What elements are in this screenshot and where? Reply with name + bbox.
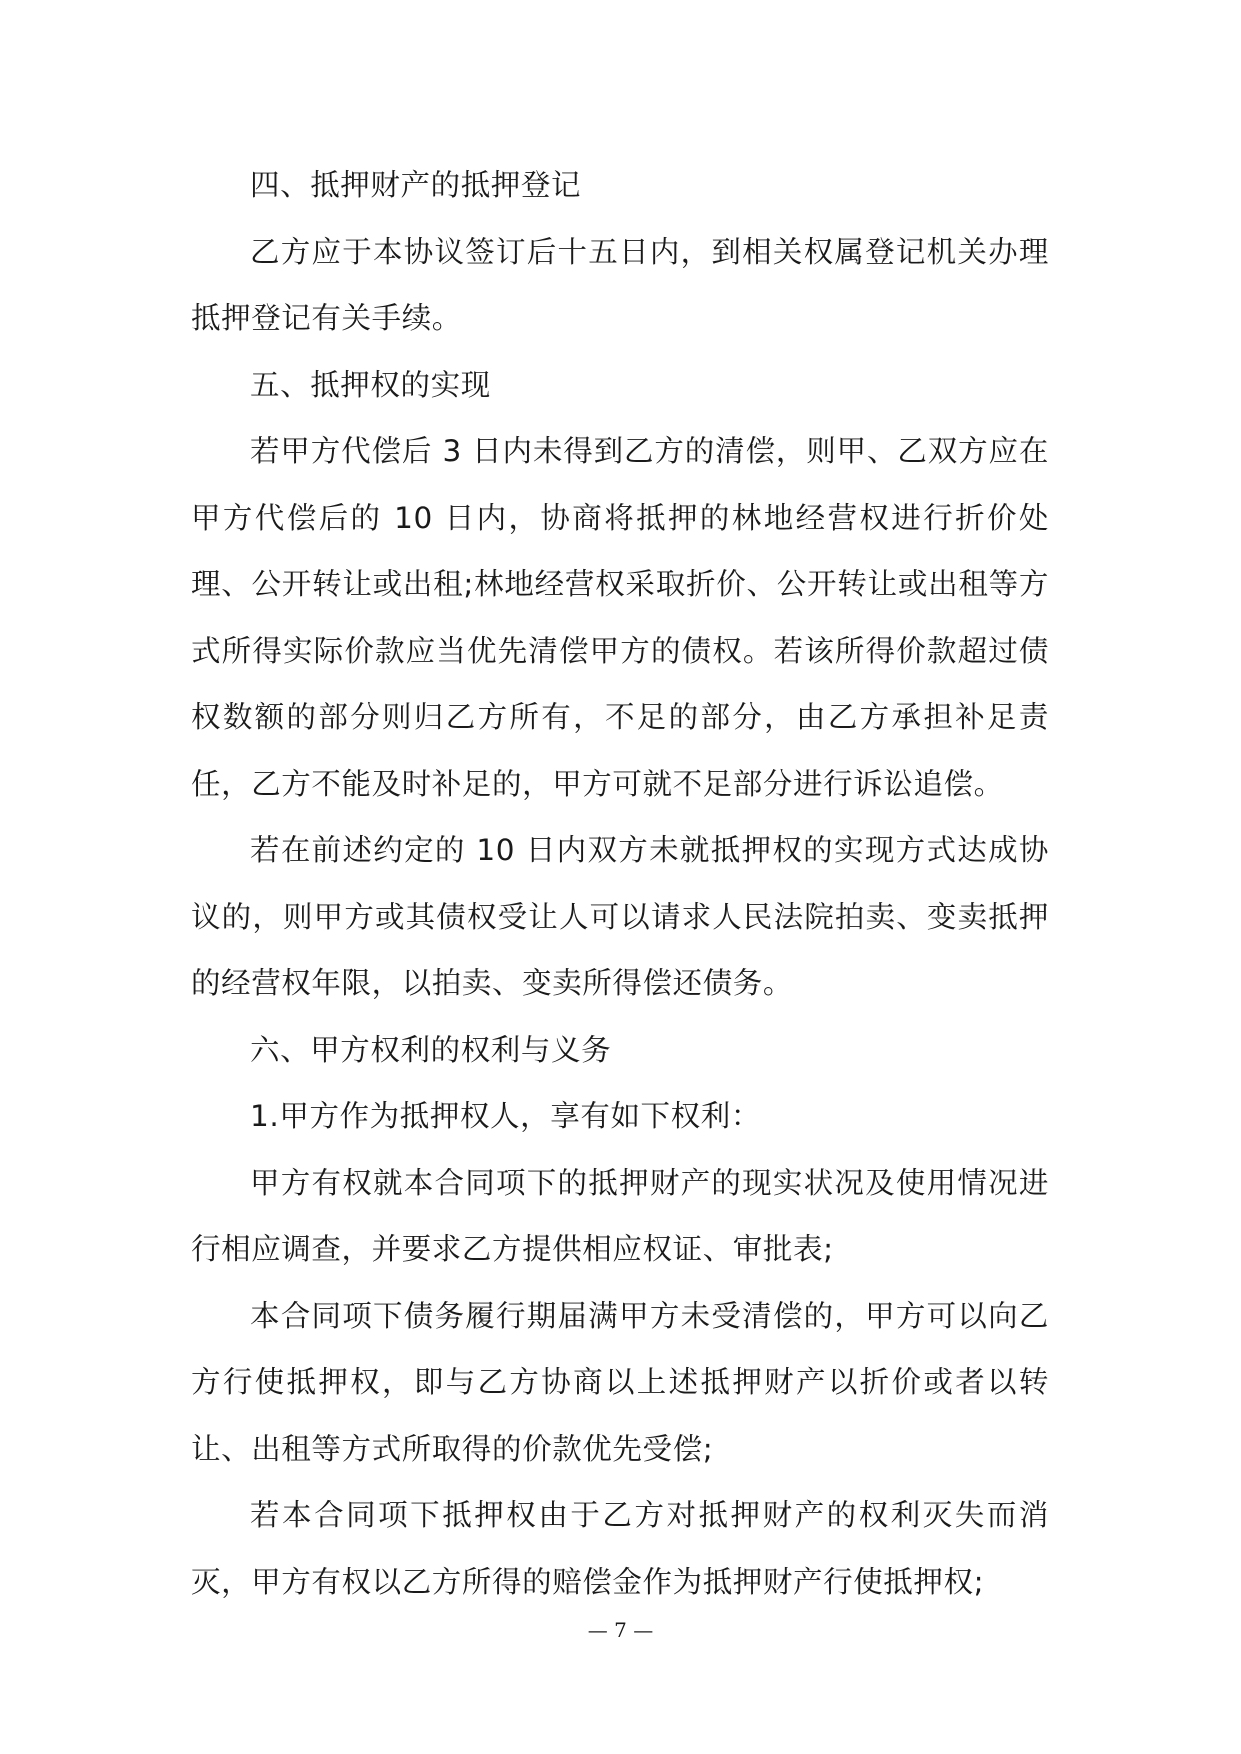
section-heading-6: 六、甲方权利的权利与义务 xyxy=(250,1032,612,1067)
section-heading-5: 五、抵押权的实现 xyxy=(250,367,491,402)
paragraph: 甲方有权就本合同项下的抵押财产的现实状况及使用情况进行相应调查，并要求乙方提供相应权证、审批表; xyxy=(191,1165,1049,1266)
document-body xyxy=(191,152,1049,1615)
paragraph: 乙方应于本协议签订后十五日内，到相关权属登记机关办理抵押登记有关手续。 xyxy=(191,234,1049,335)
paragraph: 本合同项下债务履行期届满甲方未受清偿的，甲方可以向乙方行使抵押权，即与乙方协商以上述抵押财产以折价或者以转让、出租等方式所取得的价款优先受偿; xyxy=(191,1298,1049,1466)
paragraph: 若在前述约定的 10 日内双方未就抵押权的实现方式达成协议的，则甲方或其债权受让人可以请求人民法院拍卖、变卖抵押的经营权年限，以拍卖、变卖所得偿还债务。 xyxy=(191,833,1049,1000)
page-number: — 7 — xyxy=(587,1618,654,1642)
paragraph: 若本合同项下抵押权由于乙方对抵押财产的权利灭失而消灭，甲方有权以乙方所得的赔偿金作为抵押财产行使抵押权; xyxy=(191,1498,1049,1599)
paragraph: 若甲方代偿后 3 日内未得到乙方的清偿，则甲、乙双方应在甲方代偿后的 10 日内，协商将抵押的林地经营权进行折价处理、公开转让或出租;林地经营权采取折价、公开转让或出租等方式所得实际价款应当优先清偿甲方的债权。若该所得价款超过债权数额的部分则归乙方所有，不足的部分，由乙方承担补足责任，乙方不能及时补足的，甲方可就不足部分进行诉讼追偿。 xyxy=(191,434,1049,801)
section-heading-4: 四、抵押财产的抵押登记 xyxy=(250,168,582,202)
subsection-heading: 1.甲方作为抵押权人，享有如下权利： xyxy=(250,1099,761,1133)
